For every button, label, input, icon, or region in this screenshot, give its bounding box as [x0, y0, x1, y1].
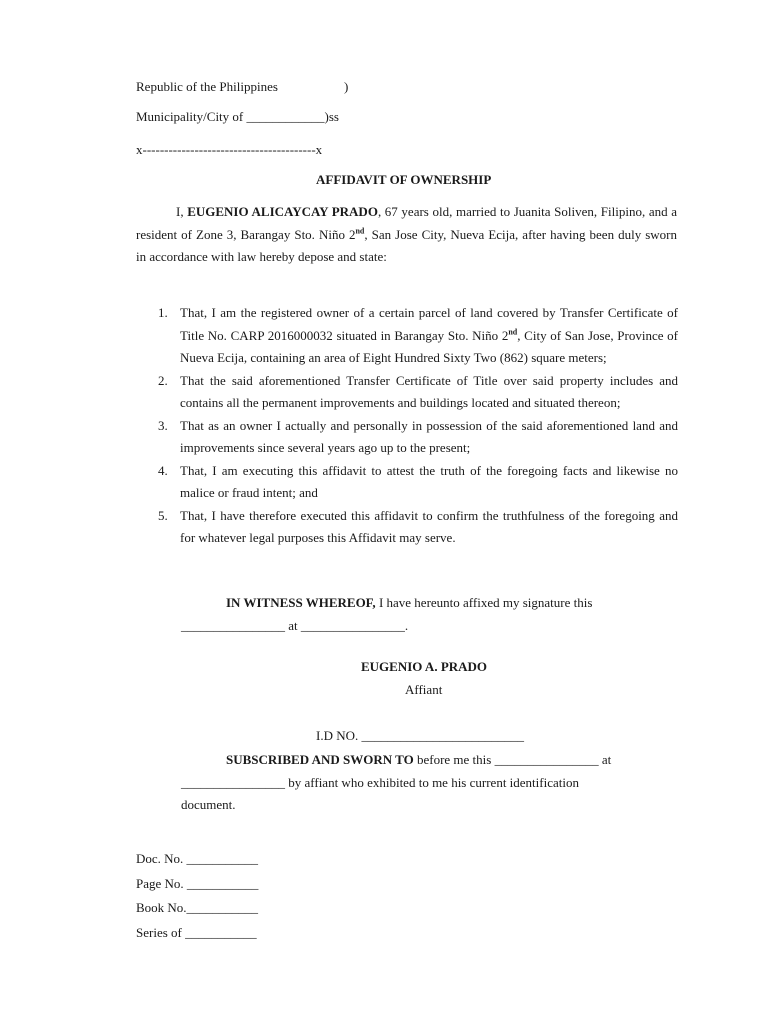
list-item	[158, 505, 678, 550]
item-number: 2.	[158, 372, 168, 388]
item-number: 5.	[158, 507, 168, 523]
caption-republic: Republic of the Philippines	[136, 79, 278, 94]
subscribed-paragraph	[181, 749, 677, 817]
statement-list	[158, 302, 678, 550]
book-no-line: Book No.___________	[136, 900, 259, 915]
witness-text: I have hereunto affixed my signature this	[375, 595, 593, 610]
subscribed-line2: ________________ by affiant who exhibited to me his current identification	[181, 774, 579, 790]
affiant-label: Affiant	[405, 682, 443, 697]
id-number-line: I.D NO. _________________________	[316, 728, 524, 743]
intro-text-2: , 67 years old, married to Juanita Soliven, Filipino, and a resident of Zone 3, Barangay Sto. Niño 2	[136, 204, 677, 242]
item-number: 4.	[158, 462, 168, 478]
affiant-signature-name: EUGENIO A. PRADO	[361, 659, 488, 674]
item-number: 1.	[158, 305, 168, 320]
item-text: That, I am executing this affidavit to attest the truth of the foregoing facts and likewise no malice or fraud intent; and	[180, 462, 678, 500]
page-no-line: Page No. ___________	[136, 876, 259, 891]
intro-text-3: , San Jose City, Nueva Ecija, after having been duly sworn in accordance with law hereby depose and state:	[136, 226, 677, 264]
caption-municipality: Municipality/City of ____________)ss	[136, 109, 339, 124]
item-text: That the said aforementioned Transfer Certificate of Title over said property includes and contains all the permanent improvements and buildings located and situated thereon;	[180, 372, 678, 410]
witness-blanks: ________________ at ________________.	[181, 617, 409, 633]
intro-superscript: nd	[355, 226, 365, 236]
subscribed-text: before me this ________________ at	[413, 752, 612, 767]
subscribed-lead: SUBSCRIBED AND SWORN TO	[226, 752, 414, 767]
subscribed-line3: document.	[181, 797, 236, 812]
item-number: 3.	[158, 417, 168, 433]
list-item	[158, 302, 678, 370]
doc-no-line: Doc. No. ___________	[136, 851, 259, 866]
caption-divider: x----------------------------------------x	[136, 142, 323, 157]
caption-paren: )	[344, 79, 349, 94]
item-superscript: nd	[508, 327, 518, 337]
item-text: That, I have therefore executed this affidavit to confirm the truthfulness of the foregoing and for whatever legal purposes this Affidavit may serve.	[180, 507, 678, 545]
list-item	[158, 370, 678, 415]
witness-lead: IN WITNESS WHEREOF,	[226, 595, 376, 610]
intro-paragraph	[136, 201, 677, 269]
list-item	[158, 460, 678, 505]
intro-text-1: I,	[176, 204, 188, 219]
list-item	[158, 415, 678, 460]
affiant-full-name: EUGENIO ALICAYCAY PRADO	[187, 204, 378, 219]
item-text: That as an owner I actually and personally in possession of the said aforementioned land and improvements since several years ago up to the present;	[180, 417, 678, 455]
series-line: Series of ___________	[136, 925, 257, 940]
document-title: AFFIDAVIT OF OWNERSHIP	[316, 172, 492, 187]
item-text: That, I am the registered owner of a certain parcel of land covered by Transfer Certificate of Title No. CARP 2016000032 situated in Barangay Sto. Niño 2nd, City of San Jose, Province of Nueva Ecija, containing an area of Eight Hundred Sixty Two (862) square meters;	[180, 305, 678, 365]
witness-paragraph	[181, 592, 677, 637]
